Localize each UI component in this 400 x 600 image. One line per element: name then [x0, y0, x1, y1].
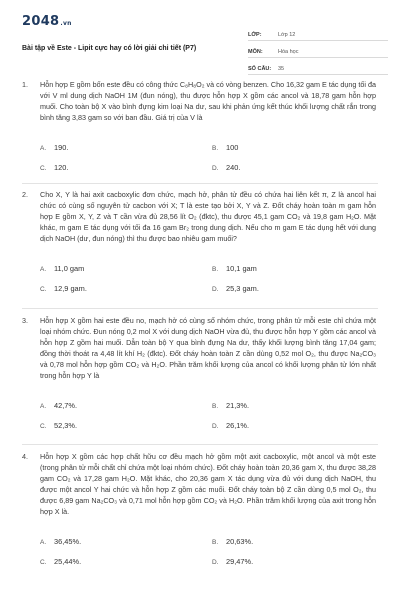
- question-text: Hỗn hợp E gồm bốn este đều có công thức C₈H₈O₂ và có vòng benzen. Cho 16,32 gam E tác dụng tối đa với V ml dung dịch NaOH 1M (đun nóng), thu được hỗn hợp X gồm các ancol và 18,78 gam hỗn hợp muối. Cho toàn bộ X vào bình đựng kim loại Na dư, sau khi phản ứng kết thúc khối lượng chất rắn trong bình tăng 3,83 gam so với ban đầu. Giá trị của V là: [40, 80, 376, 122]
- option-key: D.: [212, 559, 219, 566]
- option-value: 10,1 gam: [226, 264, 257, 273]
- divider: [22, 308, 378, 309]
- option-value: 100: [226, 143, 239, 152]
- meta-row-question-count: [248, 60, 388, 75]
- question-number: 2.: [22, 190, 28, 199]
- option-value: 29,47%.: [226, 557, 254, 566]
- option-value: 20,63%.: [226, 537, 254, 546]
- option-c[interactable]: [40, 162, 210, 174]
- meta-key: SỐ CÂU:: [248, 66, 272, 72]
- page-header: [22, 14, 382, 72]
- option-b[interactable]: [212, 400, 382, 412]
- option-value: 36,45%.: [54, 537, 82, 546]
- option-a[interactable]: [40, 400, 210, 412]
- meta-value: Hóa học: [278, 49, 299, 55]
- question-2: [22, 190, 382, 293]
- option-value: 190.: [54, 143, 69, 152]
- logo-text: 2048: [22, 14, 60, 29]
- option-key: B.: [212, 145, 219, 152]
- option-b[interactable]: [212, 536, 382, 548]
- option-key: B.: [212, 539, 219, 546]
- option-key: C.: [40, 286, 47, 293]
- meta-value: Lớp 12: [278, 32, 296, 38]
- option-d[interactable]: [212, 420, 382, 432]
- option-value: 26,1%.: [226, 421, 250, 430]
- option-value: 21,3%.: [226, 401, 250, 410]
- option-value: 25,44%.: [54, 557, 82, 566]
- question-4: [22, 452, 382, 566]
- meta-row-class: [248, 26, 388, 41]
- option-value: 120.: [54, 163, 69, 172]
- option-d[interactable]: [212, 556, 382, 568]
- option-b[interactable]: [212, 263, 382, 275]
- option-value: 11,0 gam: [54, 264, 85, 273]
- meta-value: 35: [278, 66, 285, 72]
- option-b[interactable]: [212, 142, 382, 154]
- question-text: Cho X, Y là hai axit cacboxylic đơn chức, mạch hở, phân tử đều có chứa hai liên kết π, Z là ancol hai chức có cùng số nguyên tử cacbon với X; T là este tạo bởi X, Y và Z. Đốt cháy hoàn toàn m gam hỗn hợp E gồm X, Y, Z và T cần vừa đủ 28,56 lít O₂ (đktc), thu được 45,1 gam CO₂ và 19,8 gam H₂O. Mặt khác, m gam E tác dụng với tối đa 16 gam Br₂ trong dung dịch. Nếu cho m gam E tác dụng hết với dung dịch NaOH (dư, đun nóng) thì thu được bao nhiêu gam muối?: [40, 190, 376, 243]
- question-number: 4.: [22, 452, 28, 461]
- option-d[interactable]: [212, 283, 382, 295]
- option-value: 52,3%.: [54, 421, 78, 430]
- option-key: B.: [212, 403, 219, 410]
- meta-row-subject: [248, 43, 388, 58]
- option-a[interactable]: [40, 142, 210, 154]
- option-c[interactable]: [40, 420, 210, 432]
- option-key: A.: [40, 403, 47, 410]
- question-3: [22, 316, 382, 430]
- site-logo[interactable]: [22, 14, 72, 29]
- option-key: A.: [40, 266, 47, 273]
- divider: [22, 444, 378, 445]
- option-key: C.: [40, 559, 47, 566]
- option-key: D.: [212, 423, 219, 430]
- document-title: Bài tập về Este - Lipit cực hay có lời giải chi tiết (P7): [22, 45, 197, 52]
- document-meta: [248, 26, 388, 77]
- option-value: 42,7%.: [54, 401, 78, 410]
- meta-key: LỚP:: [248, 32, 262, 38]
- question-1: [22, 80, 382, 172]
- logo-tld: .vn: [60, 20, 72, 27]
- option-value: 240.: [226, 163, 241, 172]
- question-number: 3.: [22, 316, 28, 325]
- option-key: D.: [212, 286, 219, 293]
- option-d[interactable]: [212, 162, 382, 174]
- option-value: 25,3 gam.: [226, 284, 259, 293]
- option-c[interactable]: [40, 283, 210, 295]
- option-key: C.: [40, 423, 47, 430]
- option-key: A.: [40, 145, 47, 152]
- option-key: A.: [40, 539, 47, 546]
- divider: [22, 183, 378, 184]
- option-key: D.: [212, 165, 219, 172]
- option-value: 12,9 gam.: [54, 284, 87, 293]
- question-text: Hỗn hợp X gồm hai este đều no, mạch hở có cùng số nhóm chức, trong phân tử mỗi este chỉ chứa một loại nhóm chức. Đun nóng 0,2 mol X với dung dịch NaOH vừa đủ, thu được hỗn hợp Y gồm các ancol và hỗn hợp Z gồm hai muối. Dẫn toàn bộ Y qua bình đựng Na dư, thấy khối lượng bình tăng 17,04 gam; đồng thời thoát ra 4,48 lít khí H₂ (đktc). Đốt cháy hoàn toàn Z cần dùng 0,52 mol O₂, thu được Na₂CO₃ và 0,78 mol hỗn hợp gồm CO₂ và H₂O. Phần trăm khối lượng của ancol có khối lượng phân tử lớn nhất trong hỗn hợp Y là: [40, 316, 376, 380]
- option-key: B.: [212, 266, 219, 273]
- question-text: Hỗn hợp X gồm các hợp chất hữu cơ đều mạch hở gồm một axit cacboxylic, một ancol và một este (trong phân tử mỗi chất chỉ chứa một loại nhóm chức). Đốt cháy hoàn toàn 20,36 gam X, thu được 38,28 gam CO₂ và 17,28 gam H₂O. Mặt khác, cho 20,36 gam X tác dụng vừa đủ với dung dịch NaOH, thu được một ancol Y hai chức và hỗn hợp Z gồm các muối. Đốt cháy toàn bộ Z cần dùng 0,5 mol O₂, thu được 6,89 gam Na₂CO₃ và 0,71 mol hỗn hợp gồm CO₂ và H₂O. Phần trăm khối lượng của axit trong hỗn hợp X là.: [40, 452, 376, 516]
- meta-key: MÔN:: [248, 49, 263, 55]
- option-c[interactable]: [40, 556, 210, 568]
- question-number: 1.: [22, 80, 28, 89]
- option-a[interactable]: [40, 263, 210, 275]
- option-key: C.: [40, 165, 47, 172]
- option-a[interactable]: [40, 536, 210, 548]
